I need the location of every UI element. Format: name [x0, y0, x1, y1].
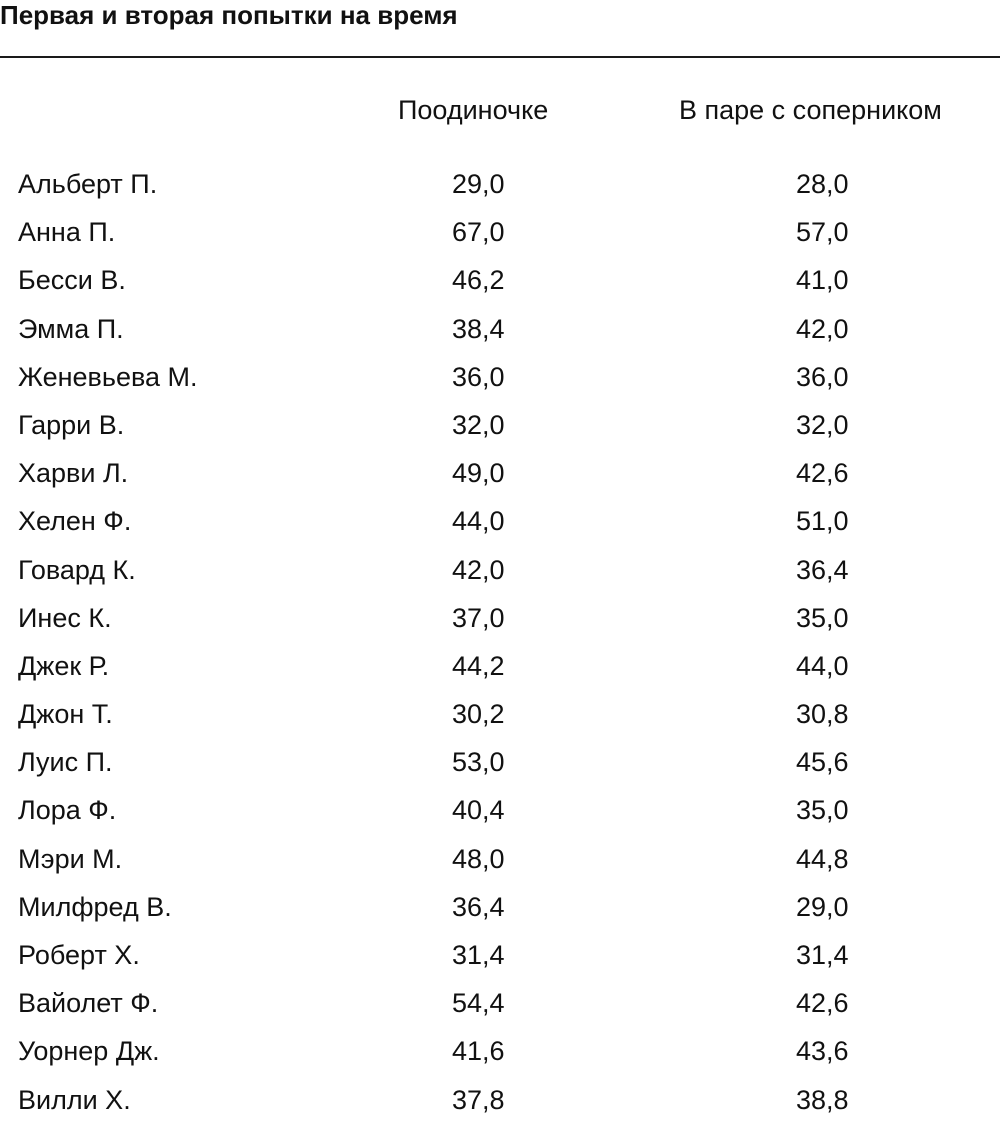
pair-time: 36,0	[796, 361, 849, 392]
solo-time: 54,4	[452, 988, 505, 1019]
solo-time: 42,0	[452, 554, 505, 585]
participant-name: Вилли Х.	[18, 1084, 131, 1115]
solo-time: 41,6	[452, 1036, 505, 1067]
pair-time: 35,0	[796, 795, 849, 826]
table-row	[0, 642, 1000, 690]
pair-time: 38,8	[796, 1084, 849, 1115]
results-table	[0, 160, 1000, 1124]
table-row	[0, 449, 1000, 497]
participant-name: Джон Т.	[18, 699, 113, 730]
solo-time: 37,8	[452, 1084, 505, 1115]
pair-time: 32,0	[796, 409, 849, 440]
participant-name: Эмма П.	[18, 313, 124, 344]
table-row	[0, 835, 1000, 883]
table-row	[0, 690, 1000, 738]
solo-time: 29,0	[452, 169, 505, 199]
participant-name: Бесси В.	[18, 265, 126, 296]
solo-time: 36,0	[452, 361, 505, 392]
pair-time: 42,6	[796, 458, 849, 489]
pair-time: 36,4	[796, 554, 849, 585]
participant-name: Лора Ф.	[18, 795, 117, 826]
table-row	[0, 979, 1000, 1027]
solo-time: 44,2	[452, 650, 505, 681]
pair-time: 51,0	[796, 506, 849, 537]
pair-time: 41,0	[796, 265, 849, 296]
table-row	[0, 546, 1000, 594]
participant-name: Женевьева М.	[18, 361, 198, 392]
table-row	[0, 208, 1000, 256]
solo-time: 48,0	[452, 843, 505, 874]
table-row	[0, 497, 1000, 545]
participant-name: Хелен Ф.	[18, 506, 132, 537]
solo-time: 31,4	[452, 940, 505, 970]
table-row	[0, 305, 1000, 353]
table-row	[0, 738, 1000, 786]
column-header-pair: В паре с соперником	[679, 95, 942, 125]
participant-name: Мэри М.	[18, 843, 123, 874]
pair-time: 29,0	[796, 891, 849, 922]
participant-name: Харви Л.	[18, 458, 129, 489]
table-row	[0, 353, 1000, 401]
table-row	[0, 883, 1000, 931]
column-header-solo: Поодиночке	[398, 95, 549, 125]
table-row	[0, 160, 1000, 208]
pair-time: 30,8	[796, 699, 849, 730]
table-row	[0, 594, 1000, 642]
pair-time: 42,0	[796, 313, 849, 344]
solo-time: 30,2	[452, 699, 505, 730]
solo-time: 36,4	[452, 891, 505, 922]
pair-time: 44,8	[796, 843, 849, 874]
participant-name: Луис П.	[18, 747, 113, 778]
participant-name: Альберт П.	[18, 169, 158, 199]
page-title: Первая и вторая попытки на время	[0, 0, 458, 30]
solo-time: 44,0	[452, 506, 505, 537]
pair-time: 28,0	[796, 169, 849, 199]
participant-name: Вайолет Ф.	[18, 988, 159, 1019]
table-row	[0, 786, 1000, 834]
pair-time: 31,4	[796, 940, 849, 970]
table-row	[0, 931, 1000, 979]
solo-time: 38,4	[452, 313, 505, 344]
solo-time: 53,0	[452, 747, 505, 778]
table-row	[0, 1027, 1000, 1075]
participant-name: Инес К.	[18, 602, 112, 633]
participant-name: Анна П.	[18, 217, 116, 248]
participant-name: Джек Р.	[18, 650, 110, 681]
table-row	[0, 256, 1000, 304]
pair-time: 44,0	[796, 650, 849, 681]
header-divider	[0, 56, 1000, 58]
solo-time: 32,0	[452, 409, 505, 440]
participant-name: Гарри В.	[18, 409, 125, 440]
participant-name: Говард К.	[18, 554, 136, 585]
pair-time: 35,0	[796, 602, 849, 633]
pair-time: 43,6	[796, 1036, 849, 1067]
solo-time: 40,4	[452, 795, 505, 826]
table-row	[0, 1076, 1000, 1124]
solo-time: 46,2	[452, 265, 505, 296]
participant-name: Милфред В.	[18, 891, 172, 922]
participant-name: Уорнер Дж.	[18, 1036, 160, 1067]
pair-time: 42,6	[796, 988, 849, 1019]
solo-time: 67,0	[452, 217, 505, 248]
participant-name: Роберт Х.	[18, 940, 140, 970]
solo-time: 37,0	[452, 602, 505, 633]
pair-time: 57,0	[796, 217, 849, 248]
table-row	[0, 401, 1000, 449]
pair-time: 45,6	[796, 747, 849, 778]
solo-time: 49,0	[452, 458, 505, 489]
